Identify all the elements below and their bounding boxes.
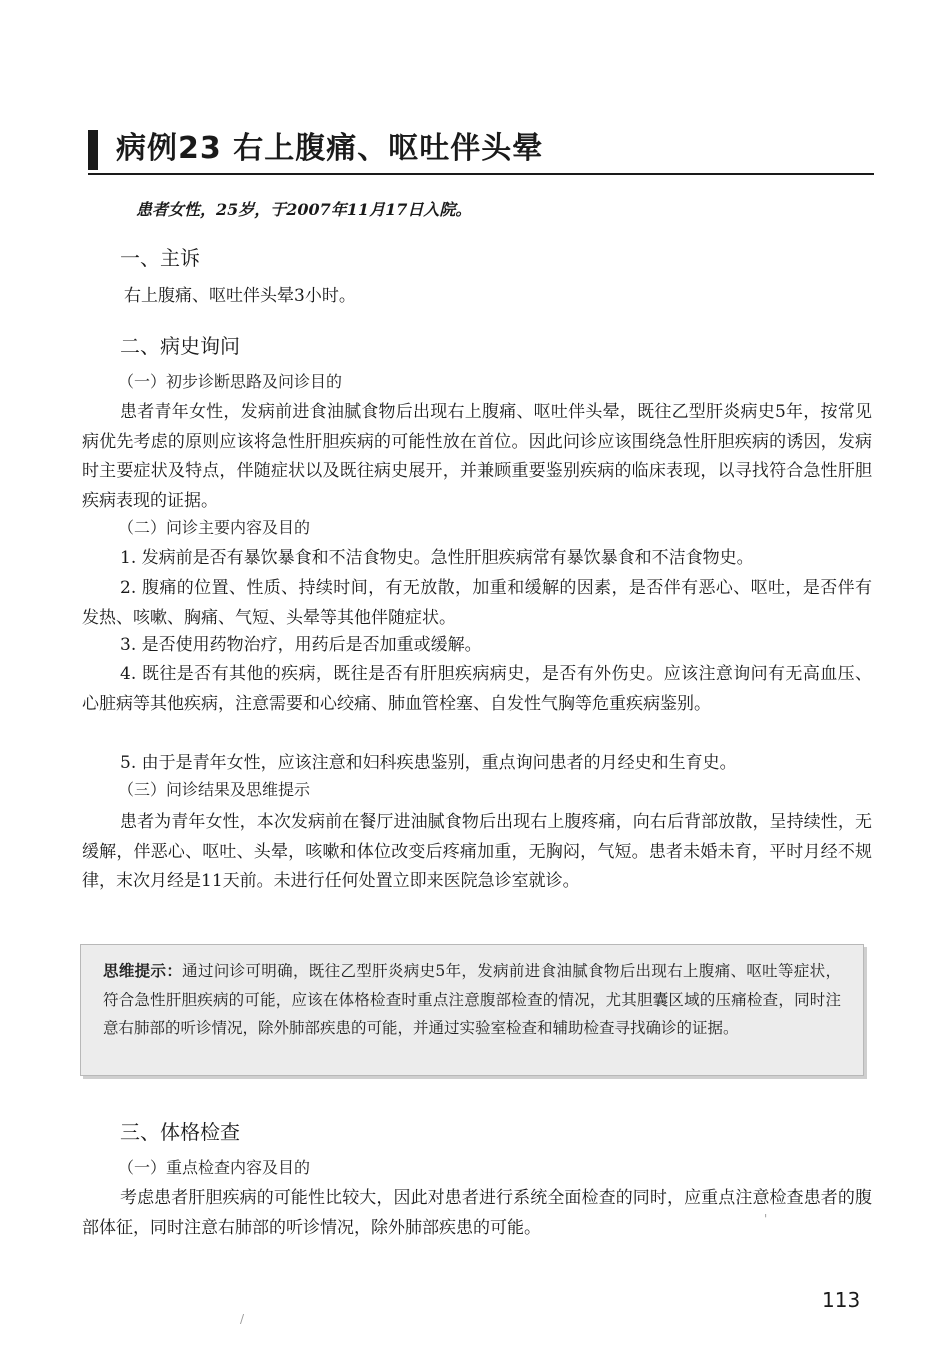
chief-complaint-text: 右上腹痛、呕吐伴头晕3小时。 [124,286,356,306]
patient-intro: 患者女性，25岁，于2007年11月17日入院。 [136,200,472,219]
title-underline [88,173,874,175]
case-title: 病例23 右上腹痛、呕吐伴头晕 [116,131,544,166]
scan-speck-mark: / [240,1312,245,1326]
section-heading-physical-exam: 三、体格检查 [120,1120,240,1144]
title-bar-decoration [88,130,98,170]
section-heading-history: 二、病史询问 [120,334,240,358]
scan-speck-mark: ' [764,1212,768,1226]
thinking-tip-box [80,944,864,1076]
thinking-tip-text: 通过问诊可明确，既往乙型肝炎病史5年，发病前进食油腻食物后出现右上腹痛、呕吐等症状，符合急性肝胆疾病的可能，应该在体格检查时重点注意腹部检查的情况，尤其胆囊区域的压痛检查，同时注意右肺部的听诊情况，除外肺部疾患的可能，并通过实验室检查和辅助检查寻找确诊的证据。 [103,962,841,1037]
inquiry-results-text: 患者为青年女性，本次发病前在餐厅进油腻食物后出现右上腹疼痛，向右后背部放散，呈持续性，无缓解，伴恶心、呕吐、头晕，咳嗽和体位改变后疼痛加重，无胸闷，气短。患者未婚未育，平时月经不规律，末次月经是11天前。未进行任何处置立即来医院急诊室就诊。 [82,812,872,891]
subsection-heading-key-exam: （一）重点检查内容及目的 [118,1158,311,1177]
inquiry-item-3: 3. 是否使用药物治疗，用药后是否加重或缓解。 [120,635,482,655]
section-heading-chief-complaint: 一、主诉 [120,246,200,270]
subsection-heading-inquiry-results: （三）问诊结果及思维提示 [118,780,311,799]
subsection-heading-initial-diagnosis: （一）初步诊断思路及问诊目的 [118,372,343,391]
initial-diagnosis-text: 患者青年女性，发病前进食油腻食物后出现右上腹痛、呕吐伴头晕，既往乙型肝炎病史5年，按常见病优先考虑的原则应该将急性肝胆疾病的可能性放在首位。因此问诊应该围绕急性肝胆疾病的诱因，发病时主要症状及特点，伴随症状以及既往病史展开，并兼顾重要鉴别疾病的临床表现，以寻找符合急性肝胆疾病表现的证据。 [82,402,872,511]
inquiry-item-1: 1. 发病前是否有暴饮暴食和不洁食物史。急性肝胆疾病常有暴饮暴食和不洁食物史。 [120,548,754,568]
thinking-tip-label: 思维提示： [103,962,183,980]
thinking-tip-paragraph [103,957,841,1043]
case-title-block [88,128,874,180]
inquiry-item-5: 5. 由于是青年女性，应该注意和妇科疾患鉴别，重点询问患者的月经史和生育史。 [120,753,737,773]
subsection-heading-inquiry-content: （二）问诊主要内容及目的 [118,518,311,537]
inquiry-item-4: 4. 既往是否有其他的疾病，既往是否有肝胆疾病病史，是否有外伤史。应该注意询问有无高血压、心脏病等其他疾病，注意需要和心绞痛、肺血管栓塞、自发性气胸等危重疾病鉴别。 [82,664,872,714]
inquiry-item-2: 2. 腹痛的位置、性质、持续时间，有无放散，加重和缓解的因素，是否伴有恶心、呕吐，是否伴有发热、咳嗽、胸痛、气短、头晕等其他伴随症状。 [82,578,872,628]
key-exam-text: 考虑患者肝胆疾病的可能性比较大，因此对患者进行系统全面检查的同时，应重点注意检查患者的腹部体征，同时注意右肺部的听诊情况，除外肺部疾患的可能。 [82,1188,872,1238]
page-number: 113 [822,1288,861,1312]
